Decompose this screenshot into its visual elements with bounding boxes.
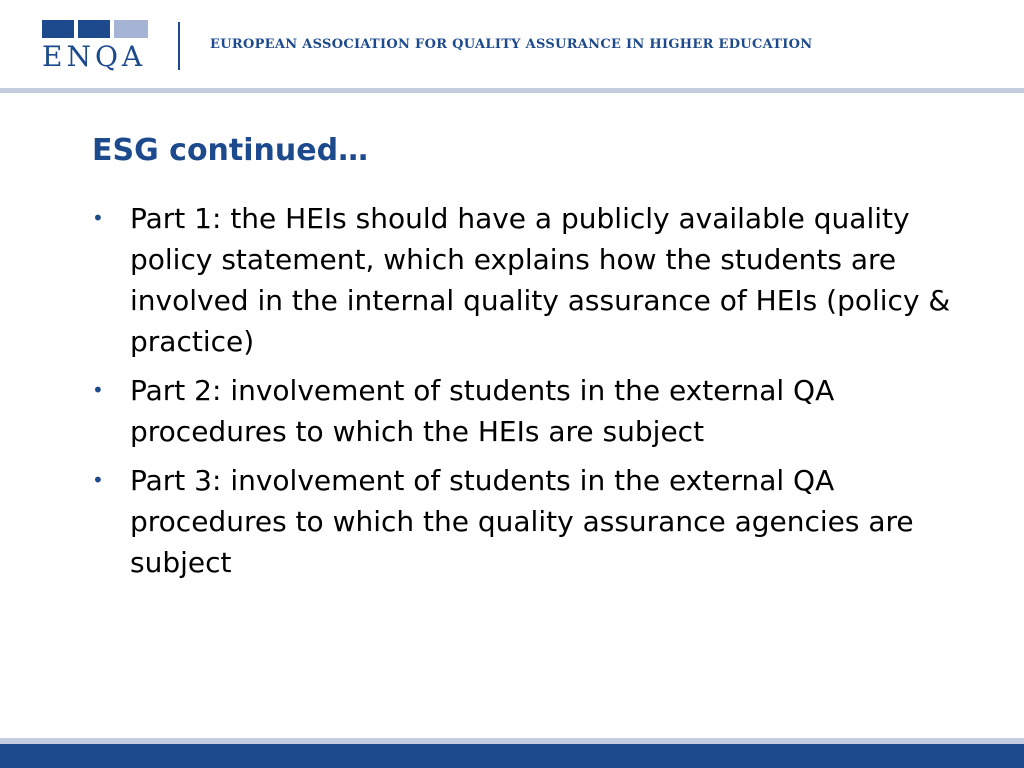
logo-text: ENQA [42, 40, 147, 73]
bullet-icon: • [92, 206, 104, 230]
bullet-text: Part 1: the HEIs should have a publicly available quality policy statement, which explains how the students are involved in the internal quality assurance of HEIs (policy & practice) [130, 202, 951, 358]
bullet-text: Part 2: involvement of students in the external QA procedures to which the HEIs are subject [130, 374, 835, 448]
logo-block-light [114, 20, 148, 38]
bullet-item [92, 198, 972, 362]
bullet-icon: • [92, 468, 104, 492]
bullet-text: Part 3: involvement of students in the external QA procedures to which the quality assurance agencies are subject [130, 464, 914, 579]
bullet-list [92, 198, 972, 591]
bullet-item [92, 370, 972, 452]
logo-blocks-graphic [42, 20, 148, 38]
logo-block-dark-1 [42, 20, 74, 38]
enqa-logo [42, 20, 148, 72]
bullet-icon: • [92, 378, 104, 402]
bullet-item [92, 460, 972, 583]
slide-title: ESG continued… [92, 133, 369, 168]
header-rule [0, 88, 1024, 93]
organization-name: EUROPEAN ASSOCIATION FOR QUALITY ASSURANCE IN HIGHER EDUCATION [210, 37, 813, 52]
footer-band [0, 744, 1024, 768]
header-divider [178, 22, 180, 70]
logo-block-dark-2 [78, 20, 110, 38]
